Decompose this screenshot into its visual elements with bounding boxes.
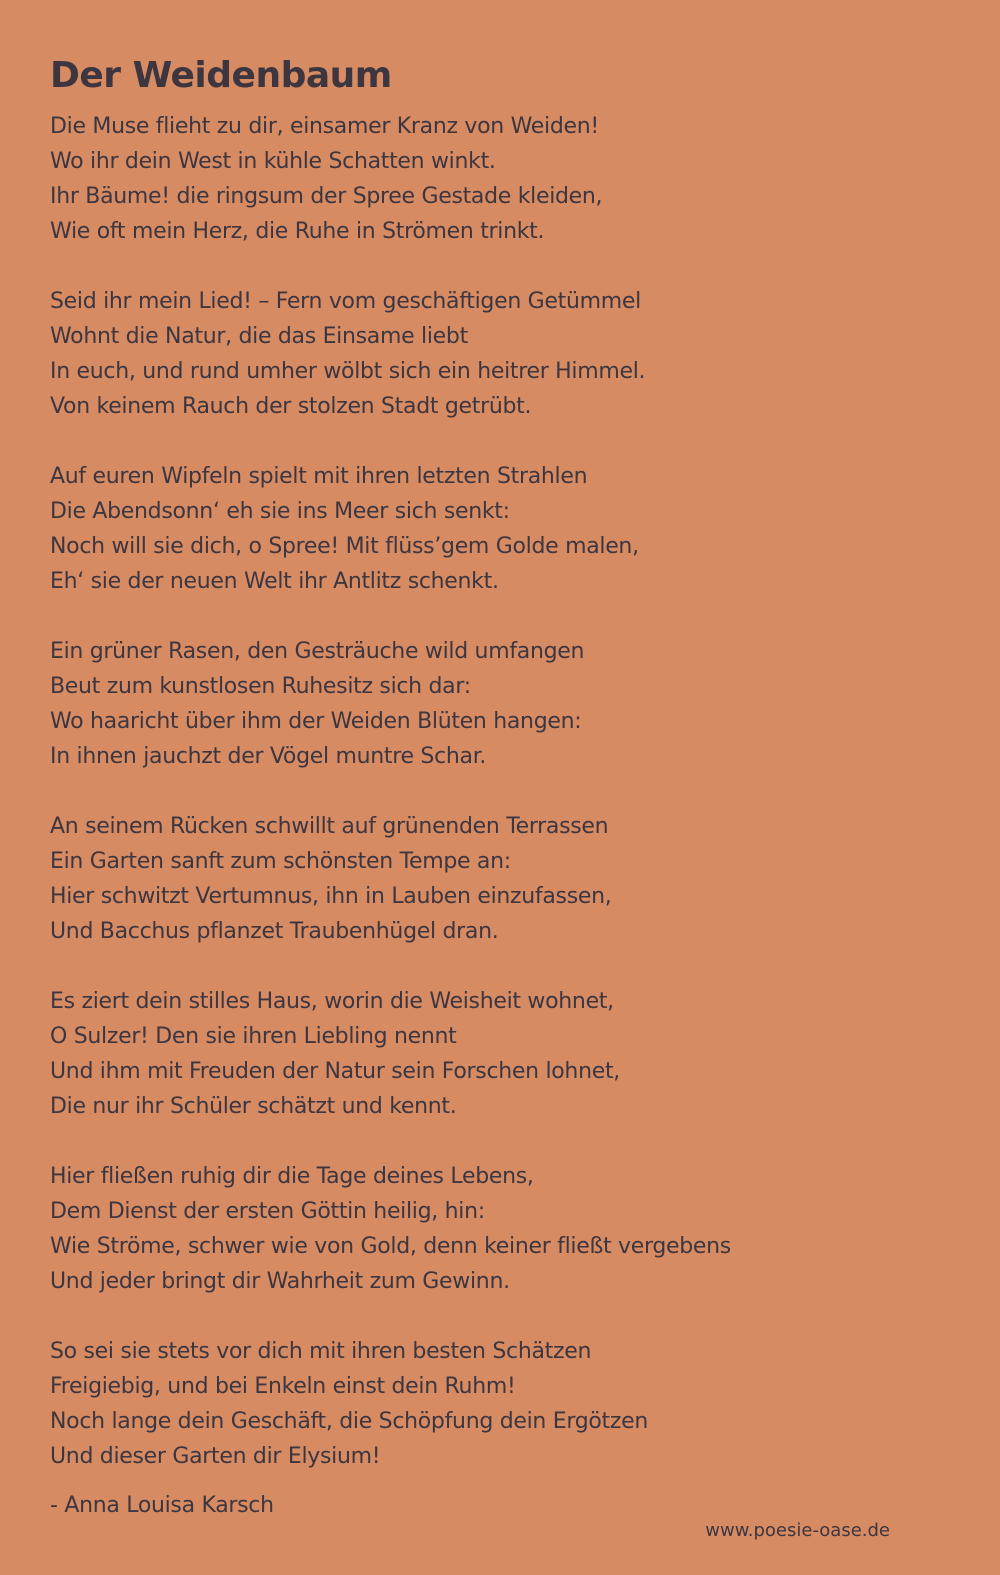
poem-line: Ein grüner Rasen, den Gesträuche wild umfangen [50,639,585,664]
stanza [50,109,731,249]
poem-line: Und dieser Garten dir Elysium! [50,1444,381,1469]
poem-line: Eh‘ sie der neuen Welt ihr Antlitz schenkt. [50,569,499,594]
stanza [50,1159,731,1299]
poem-line: Und jeder bringt dir Wahrheit zum Gewinn. [50,1269,510,1294]
poem-line: Wie Ströme, schwer wie von Gold, denn keiner fließt vergebens [50,1234,731,1259]
poem-line: Hier fließen ruhig dir die Tage deines Lebens, [50,1164,534,1189]
stanza [50,459,731,599]
stanza [50,809,731,949]
poem-line: Von keinem Rauch der stolzen Stadt getrübt. [50,394,532,419]
poem-line: Ein Garten sanft zum schönsten Tempe an: [50,849,511,874]
poem-line: Noch will sie dich, o Spree! Mit flüss’gem Golde malen, [50,534,639,559]
poem-line: In ihnen jauchzt der Vögel muntre Schar. [50,744,487,769]
poem-line: Wie oft mein Herz, die Ruhe in Strömen trinkt. [50,219,545,244]
stanza [50,984,731,1124]
poem-line: Seid ihr mein Lied! – Fern vom geschäftigen Getümmel [50,289,641,314]
poem-line: Es ziert dein stilles Haus, worin die Weisheit wohnet, [50,989,614,1014]
poem-line: Beut zum kunstlosen Ruhesitz sich dar: [50,674,471,699]
poem-line: Ihr Bäume! die ringsum der Spree Gestade kleiden, [50,184,603,209]
poem-line: Die Abendsonn‘ eh sie ins Meer sich senkt: [50,499,510,524]
stanza [50,284,731,424]
poem-line: Wo haaricht über ihm der Weiden Blüten hangen: [50,709,582,734]
poem-line: Noch lange dein Geschäft, die Schöpfung dein Ergötzen [50,1409,648,1434]
poem-line: Und Bacchus pflanzet Traubenhügel dran. [50,919,499,944]
poem-line: Freigiebig, und bei Enkeln einst dein Ruhm! [50,1374,516,1399]
poem-line: So sei sie stets vor dich mit ihren besten Schätzen [50,1339,592,1364]
poem-line: In euch, und rund umher wölbt sich ein heitrer Himmel. [50,359,646,384]
stanza [50,1334,731,1474]
poem-line: O Sulzer! Den sie ihren Liebling nennt [50,1024,457,1049]
poem-line: Dem Dienst der ersten Göttin heilig, hin: [50,1199,485,1224]
poem-author: - Anna Louisa Karsch [50,1493,274,1518]
poem-line: Und ihm mit Freuden der Natur sein Forschen lohnet, [50,1059,620,1084]
stanza [50,634,731,774]
poem-line: Wo ihr dein West in kühle Schatten winkt. [50,149,496,174]
poem-line: Wohnt die Natur, die das Einsame liebt [50,324,468,349]
poem-line: Die Muse flieht zu dir, einsamer Kranz von Weiden! [50,114,599,139]
poem-body [50,109,731,1509]
poem-line: Hier schwitzt Vertumnus, ihn in Lauben einzufassen, [50,884,612,909]
website-url: www.poesie-oase.de [705,1520,890,1541]
poem-line: Die nur ihr Schüler schätzt und kennt. [50,1094,457,1119]
poem-line: Auf euren Wipfeln spielt mit ihren letzten Strahlen [50,464,588,489]
poem-line: An seinem Rücken schwillt auf grünenden Terrassen [50,814,609,839]
poem-title: Der Weidenbaum [50,55,392,96]
